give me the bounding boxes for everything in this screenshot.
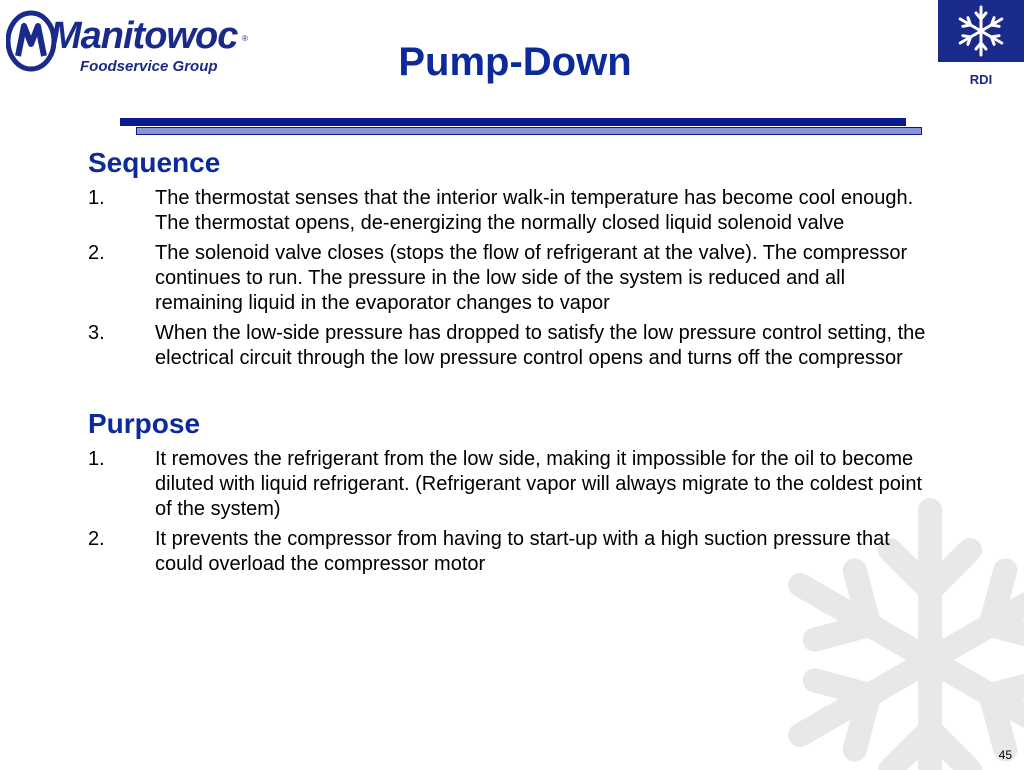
list-item-text: The solenoid valve closes (stops the flow of refrigerant at the valve). The compressor continues to run. The pressure in the low side of the system is reduced and all remaining liquid in the evaporator changes to vapor bbox=[155, 242, 908, 314]
list-item-number: 1. bbox=[88, 187, 105, 209]
page-number: 45 bbox=[998, 748, 1012, 762]
list-item-text: It removes the refrigerant from the low side, making it impossible for the oil to become diluted with liquid refrigerant. (Refrigerant vapor will always migrate to the coldest point of the system) bbox=[155, 448, 923, 520]
manitowoc-logo bbox=[6, 8, 256, 78]
logo-brand-text: Manitowoc bbox=[50, 15, 238, 57]
snowflake-icon bbox=[938, 0, 1024, 62]
section-sequence bbox=[88, 146, 938, 371]
logo-group-text: Foodservice Group bbox=[80, 58, 218, 75]
slide-body bbox=[88, 146, 938, 582]
title-rule-shadow bbox=[136, 127, 922, 135]
list-item bbox=[88, 241, 938, 316]
list-item bbox=[88, 186, 938, 236]
list-item-number: 1. bbox=[88, 448, 105, 470]
list-item-text: It prevents the compressor from having to start-up with a high suction pressure that could overload the compressor motor bbox=[155, 528, 890, 575]
list-item-number: 3. bbox=[88, 322, 105, 344]
list-item-text: When the low-side pressure has dropped to satisfy the low pressure control setting, the electrical circuit through the low pressure control opens and turns off the compressor bbox=[155, 322, 926, 369]
section-heading: Sequence bbox=[88, 147, 221, 178]
logo-trademark: ® bbox=[242, 34, 248, 43]
list-item-number: 2. bbox=[88, 528, 105, 550]
slide-title: Pump-Down bbox=[398, 40, 632, 84]
rdi-badge bbox=[938, 0, 1024, 92]
rdi-label: RDI bbox=[969, 72, 993, 87]
list-item bbox=[88, 527, 938, 577]
manitowoc-m-emblem-icon bbox=[6, 10, 56, 72]
list-item-text: The thermostat senses that the interior walk-in temperature has become cool enough. The thermostat opens, de-energizing the normally closed liquid solenoid valve bbox=[155, 187, 914, 234]
section-heading: Purpose bbox=[88, 408, 201, 439]
rdi-badge-box bbox=[938, 0, 1024, 62]
title-rule bbox=[120, 118, 906, 126]
list-item bbox=[88, 447, 938, 522]
section-purpose bbox=[88, 407, 938, 577]
list-item-number: 2. bbox=[88, 242, 105, 264]
list-item bbox=[88, 321, 938, 371]
